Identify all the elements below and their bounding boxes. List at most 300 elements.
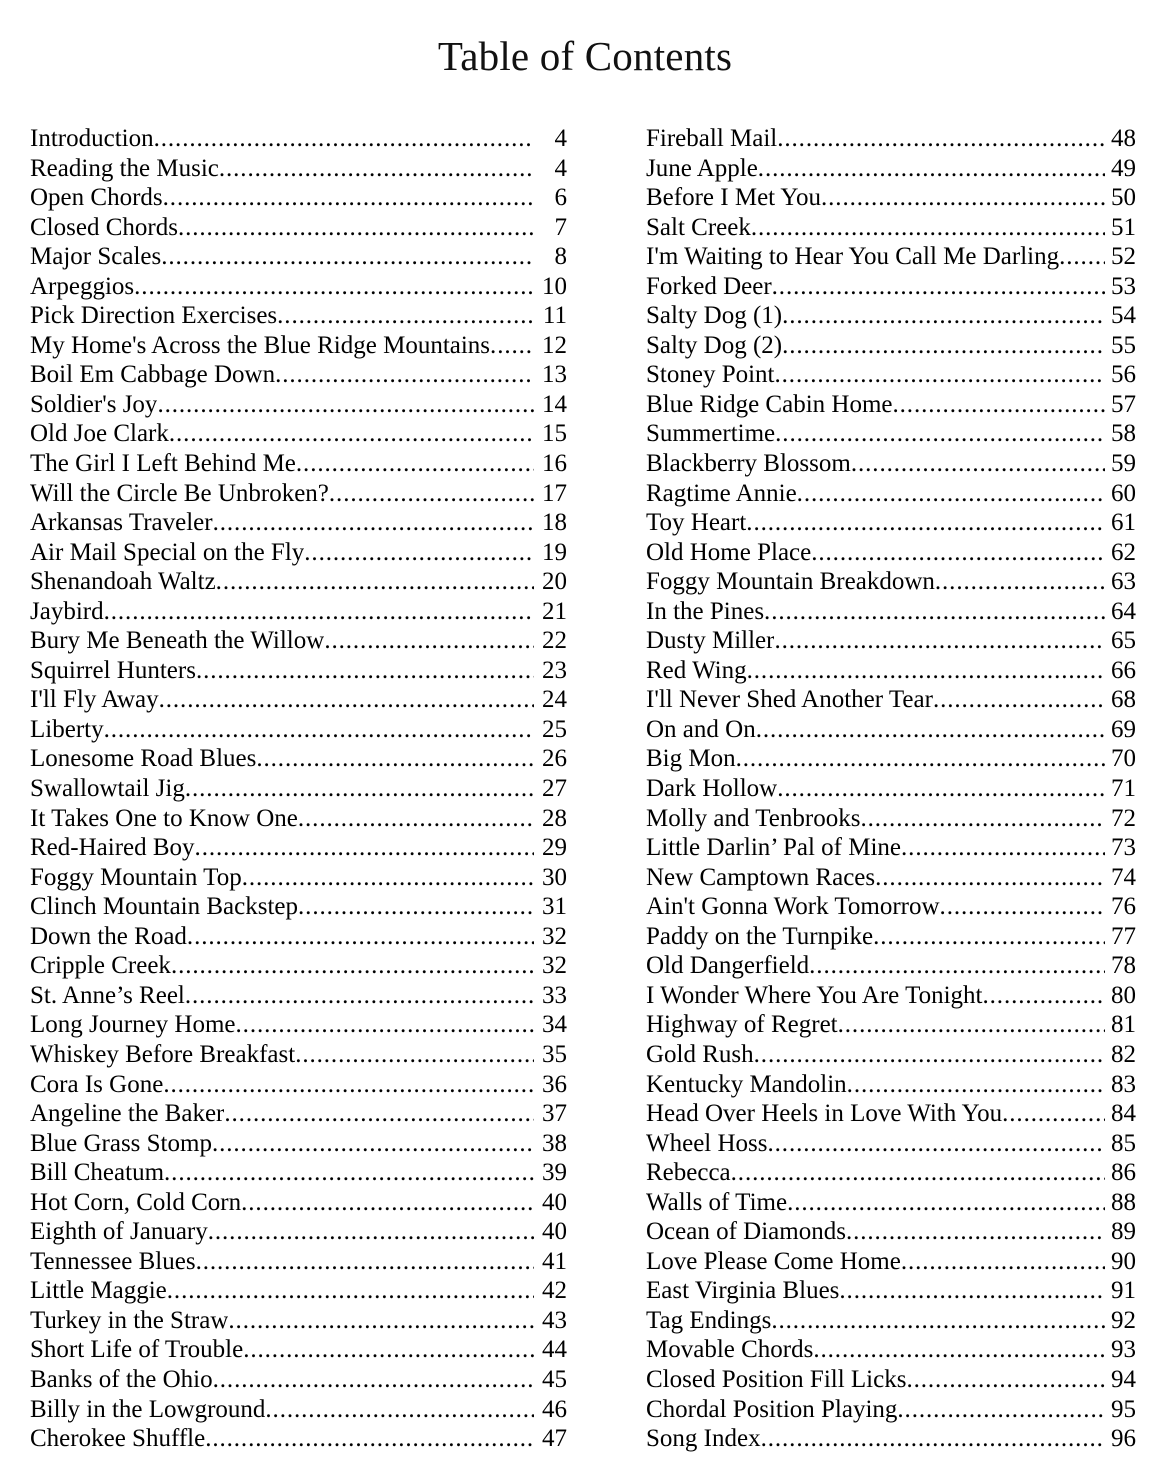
toc-entry[interactable] — [646, 863, 1136, 893]
toc-entry[interactable] — [646, 1365, 1136, 1395]
toc-entry[interactable] — [30, 656, 567, 686]
toc-entry[interactable] — [646, 951, 1136, 981]
toc-entry[interactable] — [646, 1158, 1136, 1188]
toc-entry-title: Salty Dog (1) — [646, 302, 783, 330]
toc-entry[interactable] — [30, 626, 567, 656]
toc-entry-page-number: 40 — [542, 1188, 567, 1216]
toc-entry-title: Turkey in the Straw — [30, 1306, 229, 1334]
toc-entry-title: Major Scales — [30, 243, 162, 271]
toc-entry[interactable] — [30, 804, 567, 834]
dot-leader — [164, 1158, 534, 1188]
toc-entry[interactable] — [646, 1070, 1136, 1100]
toc-entry-page-number: 58 — [1111, 420, 1136, 448]
toc-entry-page-number: 42 — [542, 1277, 567, 1305]
toc-entry-title: Blue Grass Stomp — [30, 1129, 212, 1157]
toc-entry[interactable] — [30, 892, 567, 922]
dot-leader — [731, 1158, 1105, 1188]
toc-entry-title: Closed Chords — [30, 213, 178, 241]
toc-entry-page-number: 68 — [1111, 686, 1136, 714]
toc-entry[interactable] — [30, 538, 567, 568]
toc-entry[interactable] — [646, 1335, 1136, 1365]
dot-leader — [213, 508, 534, 538]
toc-entry[interactable] — [646, 1129, 1136, 1159]
toc-entry-title: Foggy Mountain Top — [30, 863, 242, 891]
toc-entry-page-number: 33 — [542, 981, 567, 1009]
toc-entry[interactable] — [30, 863, 567, 893]
toc-column-right — [646, 124, 1136, 1454]
dot-leader — [212, 1129, 534, 1159]
toc-entry-page-number: 43 — [542, 1306, 567, 1334]
toc-entry-page-number: 49 — [1111, 154, 1136, 182]
dot-leader — [236, 1010, 534, 1040]
dot-leader — [329, 479, 534, 509]
toc-entry[interactable] — [646, 1217, 1136, 1247]
toc-entry[interactable] — [30, 744, 567, 774]
toc-entry-title: Angeline the Baker — [30, 1100, 225, 1128]
toc-entry-title: Before I Met You — [646, 184, 821, 212]
dot-leader — [104, 597, 534, 627]
toc-entry-title: Swallowtail Jig — [30, 775, 185, 803]
dot-leader — [983, 981, 1106, 1011]
dot-leader — [782, 331, 1105, 361]
toc-entry-title: Cripple Creek — [30, 952, 171, 980]
toc-entry[interactable] — [30, 272, 567, 302]
toc-entry-page-number: 24 — [542, 686, 567, 714]
dot-leader — [777, 124, 1105, 154]
toc-entry[interactable] — [30, 1040, 567, 1070]
dot-leader — [821, 183, 1105, 213]
toc-entry-page-number: 11 — [542, 302, 567, 330]
toc-entry-page-number: 76 — [1111, 893, 1136, 921]
dot-leader — [736, 744, 1105, 774]
toc-entry-title: Red Wing — [646, 656, 747, 684]
dot-leader — [768, 1129, 1106, 1159]
dot-leader — [185, 981, 534, 1011]
toc-entry[interactable] — [646, 272, 1136, 302]
toc-entry-title: Love Please Come Home — [646, 1247, 901, 1275]
toc-entry-title: Introduction — [30, 125, 154, 152]
toc-entry-title: Reading the Music — [30, 154, 219, 182]
dot-leader — [275, 360, 534, 390]
dot-leader — [809, 951, 1105, 981]
toc-entry-page-number: 52 — [1111, 243, 1136, 271]
dot-leader — [775, 419, 1105, 449]
dot-leader — [747, 656, 1105, 686]
toc-entry[interactable] — [646, 1424, 1136, 1454]
toc-entry-page-number: 29 — [542, 834, 567, 862]
dot-leader — [839, 1276, 1105, 1306]
toc-column-left — [30, 124, 567, 1454]
toc-entry[interactable] — [30, 774, 567, 804]
toc-entry[interactable] — [646, 1099, 1136, 1129]
toc-entry[interactable] — [30, 154, 567, 184]
toc-entry-page-number: 95 — [1111, 1395, 1136, 1423]
toc-entry-title: Blackberry Blossom — [646, 450, 851, 478]
toc-entry-title: Big Mon — [646, 745, 736, 773]
dot-leader — [277, 301, 534, 331]
toc-entry-page-number: 31 — [542, 893, 567, 921]
dot-leader — [847, 1070, 1105, 1100]
toc-entry-page-number: 53 — [1111, 272, 1136, 300]
page-title: Table of Contents — [437, 33, 733, 79]
toc-entry-title: Liberty — [30, 715, 104, 743]
toc-entry-page-number: 92 — [1111, 1306, 1136, 1334]
toc-entry-title: Highway of Regret — [646, 1011, 838, 1039]
toc-entry-title: Old Joe Clark — [30, 420, 169, 448]
toc-entry[interactable] — [646, 1010, 1136, 1040]
toc-entry-title: Song Index — [646, 1425, 761, 1453]
toc-entry-page-number: 12 — [542, 331, 567, 359]
dot-leader — [774, 626, 1105, 656]
toc-entry-page-number: 83 — [1111, 1070, 1136, 1098]
toc-entry-title: Red-Haired Boy — [30, 834, 195, 862]
toc-entry[interactable] — [646, 390, 1136, 420]
dot-leader — [775, 360, 1106, 390]
dot-leader — [104, 715, 534, 745]
dot-leader — [933, 685, 1105, 715]
toc-entry-page-number: 71 — [1111, 775, 1136, 803]
toc-entry-title: Lonesome Road Blues — [30, 745, 257, 773]
toc-entry-page-number: 37 — [542, 1100, 567, 1128]
toc-entry[interactable] — [646, 597, 1136, 627]
toc-entry[interactable] — [30, 1010, 567, 1040]
toc-entry-page-number: 88 — [1111, 1188, 1136, 1216]
toc-entry[interactable] — [30, 922, 567, 952]
toc-entry[interactable] — [30, 242, 567, 272]
toc-entry-page-number: 35 — [542, 1040, 567, 1068]
dot-leader — [901, 1247, 1105, 1277]
toc-entry-page-number: 89 — [1111, 1218, 1136, 1246]
toc-entry-page-number: 61 — [1111, 509, 1136, 537]
toc-entry[interactable] — [646, 774, 1136, 804]
toc-entry[interactable] — [646, 656, 1136, 686]
toc-entry-page-number: 28 — [542, 804, 567, 832]
toc-entry-page-number: 13 — [542, 361, 567, 389]
toc-entry-page-number: 59 — [1111, 450, 1136, 478]
toc-entry[interactable] — [646, 242, 1136, 272]
toc-entry-page-number: 34 — [542, 1011, 567, 1039]
dot-leader — [901, 833, 1105, 863]
toc-entry[interactable] — [30, 567, 567, 597]
toc-entry[interactable] — [30, 1395, 567, 1425]
toc-entry-page-number: 55 — [1111, 331, 1136, 359]
toc-entry-title: Air Mail Special on the Fly — [30, 538, 305, 566]
toc-entry-title: Soldier's Joy — [30, 390, 158, 418]
toc-entry-page-number: 80 — [1111, 981, 1136, 1009]
dot-leader — [772, 272, 1105, 302]
toc-entry[interactable] — [646, 892, 1136, 922]
toc-entry[interactable] — [646, 1306, 1136, 1336]
toc-entry-title: Eighth of January — [30, 1218, 208, 1246]
toc-entry-title: I Wonder Where You Are Tonight — [646, 981, 983, 1009]
dot-leader — [860, 804, 1105, 834]
toc-entry[interactable] — [30, 1276, 567, 1306]
dot-leader — [771, 1306, 1105, 1336]
toc-entry[interactable] — [646, 1040, 1136, 1070]
dot-leader — [777, 774, 1105, 804]
toc-entry[interactable] — [646, 1188, 1136, 1218]
toc-entry-title: Blue Ridge Cabin Home — [646, 390, 893, 418]
toc-entry-title: Movable Chords — [646, 1336, 814, 1364]
dot-leader — [490, 331, 534, 361]
toc-entry-title: Clinch Mountain Backstep — [30, 893, 299, 921]
dot-leader — [1059, 242, 1105, 272]
toc-entry[interactable] — [646, 744, 1136, 774]
dot-leader — [324, 626, 534, 656]
toc-entry-page-number: 78 — [1111, 952, 1136, 980]
dot-leader — [935, 567, 1105, 597]
toc-entry-page-number: 27 — [542, 775, 567, 803]
toc-entry-title: On and On — [646, 715, 756, 743]
toc-entry-title: Tag Endings — [646, 1306, 772, 1334]
toc-entry[interactable] — [646, 479, 1136, 509]
toc-entry-page-number: 22 — [542, 627, 567, 655]
toc-entry-title: Open Chords — [30, 184, 163, 212]
dot-leader — [159, 685, 534, 715]
dot-leader — [187, 922, 534, 952]
toc-entry-page-number: 93 — [1111, 1336, 1136, 1364]
toc-entry[interactable] — [646, 331, 1136, 361]
toc-entry-page-number: 41 — [542, 1247, 567, 1275]
dot-leader — [213, 1365, 534, 1395]
toc-entry-page-number: 63 — [1111, 568, 1136, 596]
toc-entry-page-number: 32 — [542, 952, 567, 980]
toc-entry-title: Tennessee Blues — [30, 1247, 196, 1275]
dot-leader — [196, 1247, 534, 1277]
toc-entry[interactable] — [646, 1276, 1136, 1306]
toc-entry[interactable] — [646, 1395, 1136, 1425]
toc-entry[interactable] — [30, 331, 567, 361]
toc-entry-page-number: 25 — [542, 715, 567, 743]
toc-entry[interactable] — [646, 508, 1136, 538]
toc-entry-title: Wheel Hoss — [646, 1129, 768, 1157]
toc-entry[interactable] — [646, 449, 1136, 479]
toc-entry[interactable] — [30, 1217, 567, 1247]
toc-entry[interactable] — [646, 804, 1136, 834]
toc-entry[interactable] — [30, 449, 567, 479]
dot-leader — [756, 715, 1105, 745]
toc-entry-title: Billy in the Lowground — [30, 1395, 266, 1423]
toc-entry[interactable] — [646, 1247, 1136, 1277]
toc-entry[interactable] — [30, 833, 567, 863]
toc-entry[interactable] — [30, 1306, 567, 1336]
toc-entry[interactable] — [646, 922, 1136, 952]
toc-entry-title: Summertime — [646, 420, 776, 448]
toc-entry-title: Fireball Mail — [646, 125, 778, 152]
toc-entry-page-number: 18 — [542, 509, 567, 537]
toc-entry-page-number: 38 — [542, 1129, 567, 1157]
toc-columns — [0, 124, 1170, 1454]
toc-entry[interactable] — [646, 981, 1136, 1011]
dot-leader — [782, 301, 1105, 331]
toc-entry[interactable] — [30, 360, 567, 390]
toc-entry-title: Old Dangerfield — [646, 952, 810, 980]
toc-entry-title: Arpeggios — [30, 272, 135, 300]
toc-entry-page-number: 96 — [1111, 1425, 1136, 1453]
dot-leader — [208, 1217, 534, 1247]
toc-entry[interactable] — [30, 419, 567, 449]
dot-leader — [243, 1335, 534, 1365]
toc-entry-page-number: 50 — [1111, 184, 1136, 212]
toc-entry-page-number: 47 — [542, 1425, 567, 1453]
toc-entry-page-number: 66 — [1111, 656, 1136, 684]
toc-entry-page-number: 4 — [554, 125, 567, 152]
dot-leader — [298, 804, 534, 834]
dot-leader — [797, 479, 1105, 509]
toc-entry-title: Will the Circle Be Unbroken? — [30, 479, 329, 507]
dot-leader — [228, 1306, 534, 1336]
toc-entry-title: Bury Me Beneath the Willow — [30, 627, 325, 655]
toc-entry-title: Salty Dog (2) — [646, 331, 783, 359]
dot-leader — [169, 419, 534, 449]
toc-entry[interactable] — [30, 1247, 567, 1277]
toc-entry[interactable] — [646, 685, 1136, 715]
toc-entry[interactable] — [646, 715, 1136, 745]
toc-entry[interactable] — [30, 981, 567, 1011]
toc-entry[interactable] — [30, 597, 567, 627]
toc-entry-title: Down the Road — [30, 922, 187, 950]
toc-entry-title: In the Pines — [646, 597, 765, 625]
toc-entry-page-number: 26 — [542, 745, 567, 773]
toc-entry[interactable] — [30, 479, 567, 509]
toc-entry-title: Boil Em Cabbage Down — [30, 361, 276, 389]
toc-entry-page-number: 86 — [1111, 1159, 1136, 1187]
toc-entry[interactable] — [646, 124, 1136, 154]
toc-entry-title: Salt Creek — [646, 213, 751, 241]
toc-entry-page-number: 17 — [542, 479, 567, 507]
toc-entry-page-number: 6 — [554, 184, 567, 212]
toc-entry[interactable] — [646, 567, 1136, 597]
dot-leader — [224, 1099, 534, 1129]
toc-entry[interactable] — [30, 1365, 567, 1395]
dot-leader — [1002, 1099, 1105, 1129]
toc-entry[interactable] — [30, 1335, 567, 1365]
toc-entry-title: Gold Rush — [646, 1040, 754, 1068]
toc-entry-page-number: 74 — [1111, 863, 1136, 891]
toc-entry[interactable] — [30, 183, 567, 213]
toc-entry[interactable] — [646, 183, 1136, 213]
toc-entry-title: Molly and Tenbrooks — [646, 804, 861, 832]
toc-entry[interactable] — [30, 1188, 567, 1218]
toc-entry-page-number: 90 — [1111, 1247, 1136, 1275]
dot-leader — [241, 1188, 534, 1218]
toc-entry-title: Ocean of Diamonds — [646, 1218, 846, 1246]
toc-entry[interactable] — [30, 1070, 567, 1100]
dot-leader — [196, 656, 534, 686]
dot-leader — [787, 1188, 1105, 1218]
toc-entry-page-number: 57 — [1111, 390, 1136, 418]
toc-entry-page-number: 46 — [542, 1395, 567, 1423]
toc-entry-title: Old Home Place — [646, 538, 812, 566]
toc-entry-title: Pick Direction Exercises — [30, 302, 278, 330]
toc-entry-page-number: 85 — [1111, 1129, 1136, 1157]
dot-leader — [893, 390, 1106, 420]
toc-entry[interactable] — [646, 419, 1136, 449]
toc-entry-page-number: 8 — [554, 243, 567, 271]
toc-entry[interactable] — [30, 951, 567, 981]
dot-leader — [163, 183, 534, 213]
toc-entry-page-number: 82 — [1111, 1040, 1136, 1068]
toc-entry[interactable] — [646, 538, 1136, 568]
dot-leader — [171, 951, 534, 981]
toc-entry-page-number: 19 — [542, 538, 567, 566]
toc-entry-page-number: 72 — [1111, 804, 1136, 832]
dot-leader — [242, 863, 534, 893]
toc-entry-title: Ragtime Annie — [646, 479, 797, 507]
toc-entry-page-number: 44 — [542, 1336, 567, 1364]
toc-entry-title: Long Journey Home — [30, 1011, 236, 1039]
toc-entry-title: Cora Is Gone — [30, 1070, 164, 1098]
toc-entry-page-number: 36 — [542, 1070, 567, 1098]
toc-entry[interactable] — [646, 301, 1136, 331]
toc-entry-page-number: 21 — [542, 597, 567, 625]
toc-entry[interactable] — [30, 1424, 567, 1454]
toc-entry-title: My Home's Across the Blue Ridge Mountains — [30, 331, 491, 359]
toc-entry[interactable] — [30, 1129, 567, 1159]
toc-entry-title: Head Over Heels in Love With You — [646, 1100, 1003, 1128]
dot-leader — [897, 1395, 1105, 1425]
toc-entry-title: Foggy Mountain Breakdown — [646, 568, 935, 596]
toc-entry-page-number: 45 — [542, 1365, 567, 1393]
toc-entry[interactable] — [30, 390, 567, 420]
toc-entry[interactable] — [30, 124, 567, 154]
dot-leader — [751, 213, 1105, 243]
toc-entry[interactable] — [30, 1158, 567, 1188]
toc-entry-title: Walls of Time — [646, 1188, 788, 1216]
toc-entry[interactable] — [646, 626, 1136, 656]
toc-entry-title: It Takes One to Know One — [30, 804, 298, 832]
toc-entry[interactable] — [646, 360, 1136, 390]
toc-entry[interactable] — [30, 213, 567, 243]
toc-entry-page-number: 39 — [542, 1159, 567, 1187]
toc-entry-page-number: 64 — [1111, 597, 1136, 625]
toc-entry-page-number: 84 — [1111, 1100, 1136, 1128]
toc-entry-title: Cherokee Shuffle — [30, 1425, 206, 1453]
toc-entry[interactable] — [646, 154, 1136, 184]
dot-leader — [298, 892, 534, 922]
dot-leader — [265, 1395, 534, 1425]
dot-leader — [134, 272, 534, 302]
toc-entry-page-number: 32 — [542, 922, 567, 950]
toc-entry[interactable] — [30, 685, 567, 715]
toc-entry-title: Squirrel Hunters — [30, 656, 196, 684]
toc-entry[interactable] — [30, 715, 567, 745]
toc-entry[interactable] — [30, 1099, 567, 1129]
dot-leader — [875, 863, 1105, 893]
toc-entry-title: The Girl I Left Behind Me — [30, 450, 296, 478]
toc-entry-page-number: 14 — [542, 390, 567, 418]
toc-entry-page-number: 20 — [542, 568, 567, 596]
dot-leader — [764, 597, 1105, 627]
toc-entry[interactable] — [30, 508, 567, 538]
toc-entry-title: Jaybird — [30, 597, 104, 625]
toc-entry-page-number: 51 — [1111, 213, 1136, 241]
toc-entry-page-number: 23 — [542, 656, 567, 684]
dot-leader — [167, 1276, 534, 1306]
dot-leader — [761, 1424, 1105, 1454]
dot-leader — [216, 567, 534, 597]
toc-entry-page-number: 10 — [542, 272, 567, 300]
dot-leader — [219, 154, 534, 184]
toc-entry-title: Bill Cheatum — [30, 1159, 165, 1187]
toc-entry-title: New Camptown Races — [646, 863, 876, 891]
toc-entry-title: Chordal Position Playing — [646, 1395, 898, 1423]
toc-entry[interactable] — [30, 301, 567, 331]
toc-entry[interactable] — [646, 213, 1136, 243]
toc-entry-title: Whiskey Before Breakfast — [30, 1040, 296, 1068]
dot-leader — [940, 892, 1105, 922]
toc-entry[interactable] — [646, 833, 1136, 863]
